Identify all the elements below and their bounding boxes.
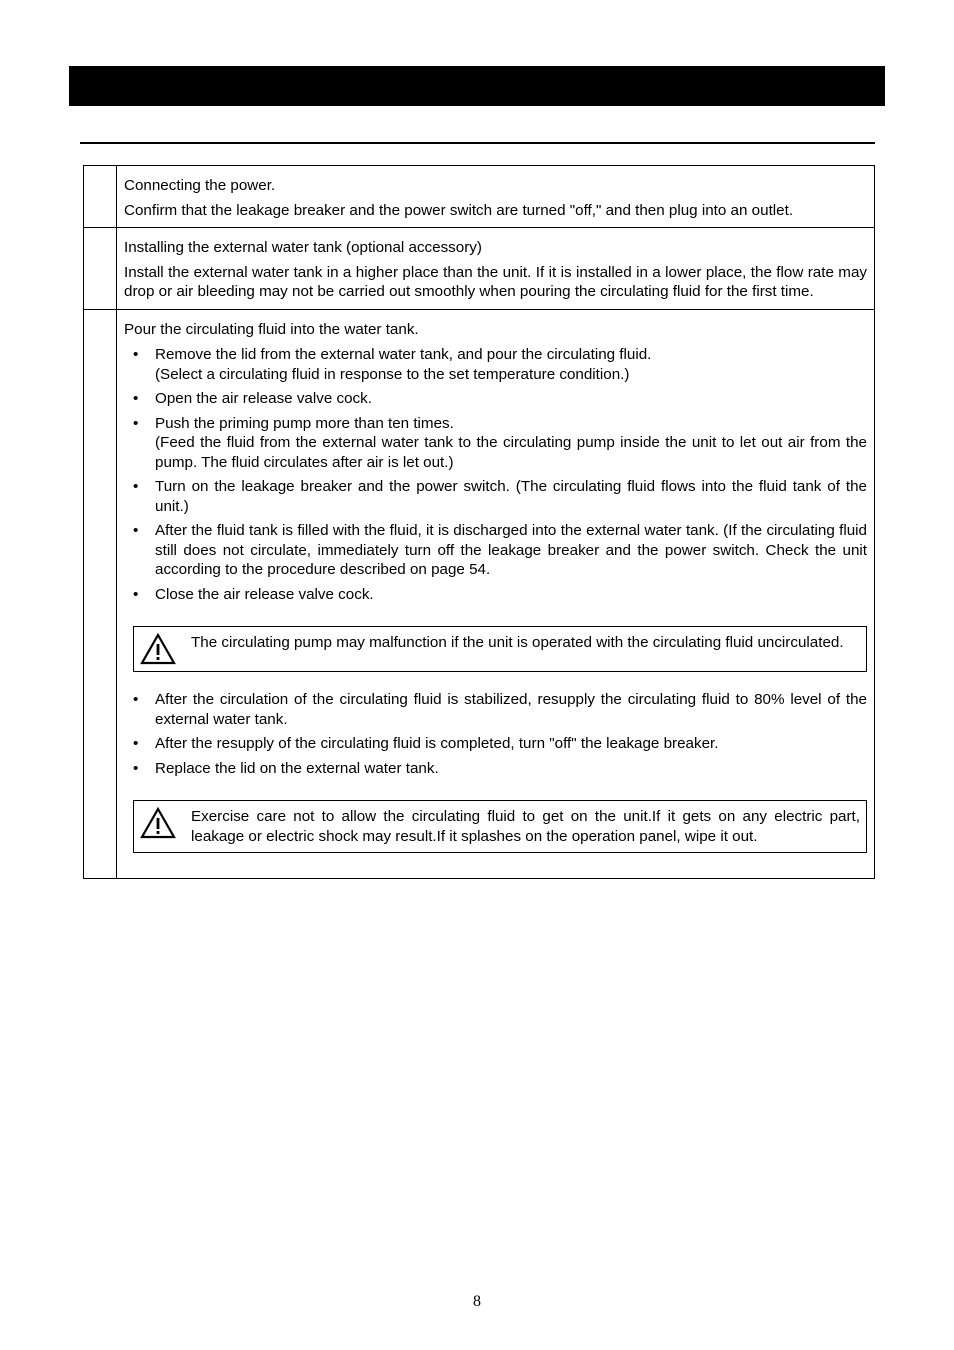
step-number-cell: [84, 166, 117, 228]
step-row: [84, 166, 875, 228]
bullet-list: [124, 345, 867, 604]
bullet-list: [124, 690, 867, 778]
list-item-note: (Feed the fluid from the external water tank to the circulating pump inside the unit to let out air from the pump. The fluid circulates after air is let out.): [155, 434, 867, 471]
step-title: Connecting the power.: [124, 177, 276, 194]
bullet-dot: •: [133, 759, 139, 777]
step-row: [84, 228, 875, 310]
caution-text: Exercise care not to allow the circulating fluid to get on the unit.If it gets on any electric part, leakage or electric shock may result.If it splashes on the operation panel, wipe it out.: [191, 808, 860, 845]
step-content: [117, 309, 875, 879]
list-item: [124, 759, 867, 779]
list-item-text: Close the air release valve cock.: [155, 585, 374, 603]
bullet-dot: •: [133, 390, 139, 407]
bullet-dot: •: [133, 735, 139, 752]
bullet-dot: •: [133, 522, 139, 539]
step-title: Installing the external water tank (optional accessory): [124, 239, 482, 256]
warning-triangle-icon: [140, 633, 176, 665]
list-item-text: Turn on the leakage breaker and the power switch. (The circulating fluid flows into the fluid tank of the unit.): [155, 478, 867, 515]
caution-box: [133, 626, 867, 672]
list-item-text: Remove the lid from the external water tank, and pour the circulating fluid.: [155, 346, 652, 363]
step-content: [117, 228, 875, 310]
list-item: [124, 389, 867, 409]
list-item: [124, 414, 867, 473]
section-rule: [80, 142, 875, 144]
caution-box: [133, 800, 867, 853]
procedure-table: [83, 165, 875, 879]
warning-triangle-icon: [140, 807, 176, 839]
list-item-text: Replace the lid on the external water tank.: [155, 759, 439, 777]
list-item: [124, 734, 867, 754]
list-item: [124, 690, 867, 729]
list-item: [124, 345, 867, 384]
list-item-text: Push the priming pump more than ten times.: [155, 414, 454, 432]
list-item-text: Open the air release valve cock.: [155, 390, 372, 407]
list-item-text: After the resupply of the circulating fluid is completed, turn "off" the leakage breaker.: [155, 735, 719, 752]
bullet-dot: •: [133, 478, 139, 495]
section-header-bar: [69, 66, 885, 106]
step-title: Pour the circulating fluid into the water tank.: [124, 320, 419, 338]
step-content: [117, 166, 875, 228]
list-item-text: After the circulation of the circulating fluid is stabilized, resupply the circulating fluid to 80% level of the external water tank.: [155, 691, 867, 728]
bullet-dot: •: [133, 414, 139, 432]
bullet-dot: •: [133, 585, 139, 603]
step-number-cell: [84, 309, 117, 879]
list-item-text: After the fluid tank is filled with the fluid, it is discharged into the external water tank. (If the circulating fluid still does not circulate, immediately turn off the leakage breaker and the power switch. Check the unit according to the procedure described on page 54.: [155, 522, 867, 578]
page-number: 8: [473, 1293, 481, 1310]
step-number-cell: [84, 228, 117, 310]
list-item: [124, 585, 867, 605]
step-row: [84, 309, 875, 879]
caution-text: The circulating pump may malfunction if the unit is operated with the circulating fluid uncirculated.: [191, 634, 844, 651]
list-item-note: (Select a circulating fluid in response to the set temperature condition.): [155, 365, 630, 383]
step-text: Install the external water tank in a higher place than the unit. If it is installed in a lower place, the flow rate may drop or air bleeding may not be carried out smoothly when pouring the circulating fluid for the first time.: [124, 263, 867, 300]
bullet-dot: •: [133, 691, 139, 708]
step-text: Confirm that the leakage breaker and the power switch are turned "off," and then plug into an outlet.: [124, 201, 794, 219]
list-item: [124, 477, 867, 516]
bullet-dot: •: [133, 346, 139, 363]
list-item: [124, 521, 867, 580]
